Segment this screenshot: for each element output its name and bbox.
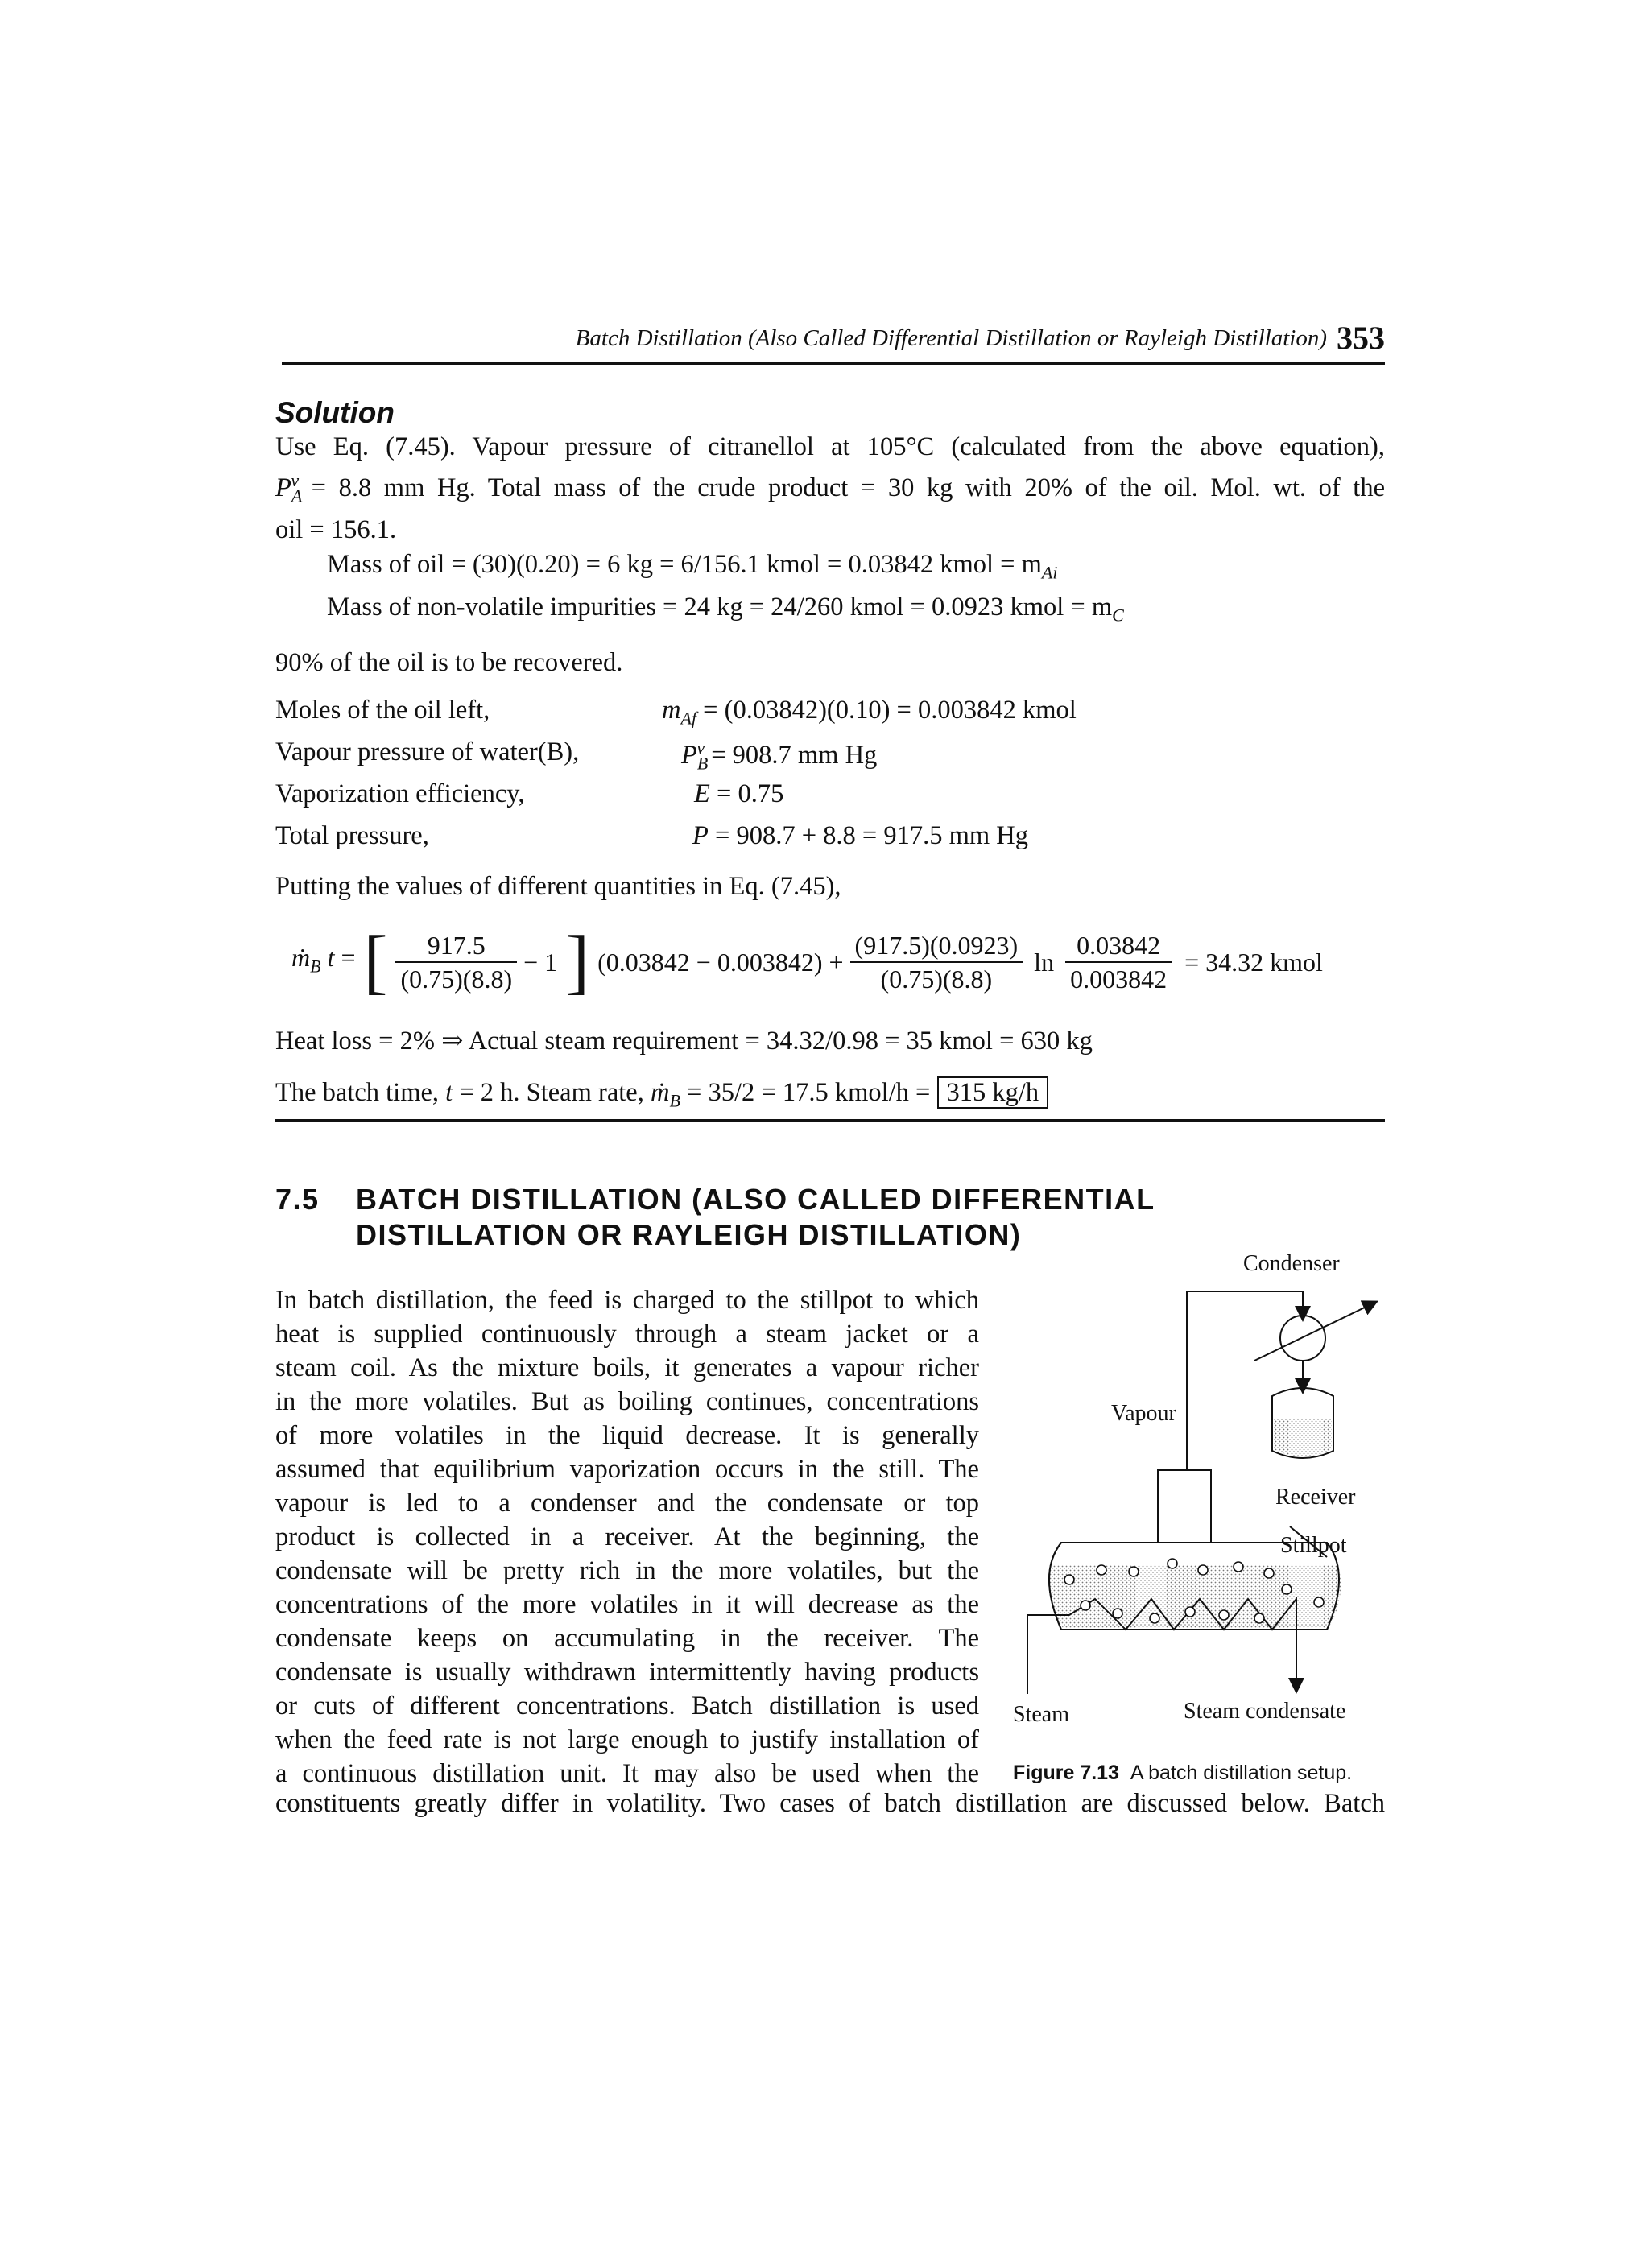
body-line: condensate will be pretty rich in the more volatiles, but the — [275, 1556, 979, 1585]
section-number: 7.5 — [275, 1183, 320, 1216]
body-line: in the more volatiles. But as boiling continues, concentrations — [275, 1387, 979, 1416]
ln: ln — [1034, 948, 1055, 977]
row-label: Moles of the oil left, — [275, 696, 490, 725]
mass-impurities-sub: C — [1112, 605, 1124, 626]
equation-block — [291, 922, 1323, 1002]
row-value: E = 0.75 — [694, 779, 784, 808]
row-label: Vaporization efficiency, — [275, 779, 525, 808]
solution-line-3: oil = 156.1. — [275, 515, 397, 545]
label-stillpot: Stillpot — [1280, 1533, 1347, 1558]
table-row-moles-left — [275, 696, 1077, 729]
table-row-efficiency — [275, 779, 784, 809]
body-line: heat is supplied continuously through a steam jacket or a — [275, 1320, 979, 1349]
row-label: Total pressure, — [275, 821, 429, 850]
fraction-2: $\frac{(917.5)(0.0923)}{(0.75)(8.8)}$ — [850, 929, 1023, 995]
body-line: of more volatiles in the liquid decrease. It is generally — [275, 1421, 979, 1450]
mass-impurities-text: Mass of non-volatile impurities = 24 kg = 24/260 kmol = 0.0923 kmol = m — [327, 593, 1113, 622]
heat-loss-line: Heat loss = 2% ⇒ Actual steam requirement = 34.32/0.98 = 35 kmol = 630 kg — [275, 1027, 1093, 1056]
equation-lhs: ṁ$_B$ t = — [291, 943, 356, 977]
fraction-1: $\frac{917.5}{(0.75)(8.8)}$ — [395, 929, 517, 995]
label-vapour: Vapour — [1111, 1401, 1176, 1426]
table-row-vapour-pressure — [275, 737, 878, 774]
body-line: a continuous distillation unit. It may also be used when the — [275, 1759, 979, 1788]
row-value: P = 908.7 + 8.8 = 917.5 mm Hg — [692, 821, 1029, 850]
section-title-line-1: BATCH DISTILLATION (ALSO CALLED DIFFERENTIAL — [356, 1183, 1155, 1216]
solution-end-rule — [275, 1119, 1385, 1122]
batch-distillation-figure — [1013, 1251, 1383, 1762]
mass-of-oil-line — [327, 547, 1057, 590]
equation-middle: (0.03842 − 0.003842) + — [597, 948, 844, 977]
body-line: or cuts of different concentrations. Batch distillation is used — [275, 1692, 979, 1721]
batch-time-line: The batch time, t = 2 h. Steam rate, ṁ$_B$ = 35/2 = 17.5 kmol/h = 315 kg/h — [275, 1076, 1048, 1118]
body-line: In batch distillation, the feed is charged to the stillpot to which — [275, 1286, 979, 1315]
left-bracket: [ — [363, 922, 388, 1002]
body-line: concentrations of the more volatiles in it will decrease as the — [275, 1590, 979, 1619]
body-line: assumed that equilibrium vaporization occurs in the still. The — [275, 1455, 979, 1484]
right-bracket: ] — [565, 922, 590, 1002]
boxed-answer: 315 kg/h — [937, 1076, 1049, 1109]
label-receiver: Receiver — [1275, 1485, 1356, 1510]
row-value: $P_B^v = 908.7$ mm Hg — [681, 737, 878, 774]
body-line: condensate is usually withdrawn intermittently having products — [275, 1658, 979, 1687]
solution-line-1: Use Eq. (7.45). Vapour pressure of citranellol at 105°C (calculated from the above equation), — [275, 432, 1385, 461]
section-body — [275, 1283, 979, 1791]
label-condenser: Condenser — [1243, 1251, 1340, 1276]
body-line: product is collected in a receiver. At the beginning, the — [275, 1522, 979, 1551]
solution-heading: Solution — [275, 396, 395, 429]
solution-line-2-text: = 8.8 mm Hg. Total mass of the crude product = 30 kg with 20% of the oil. Mol. wt. of the — [311, 473, 1385, 502]
recovered-line: 90% of the oil is to be recovered. — [275, 648, 623, 677]
putting-values-line: Putting the values of different quantities in Eq. (7.45), — [275, 872, 841, 901]
table-row-total-pressure — [275, 821, 1029, 851]
body-line: steam coil. As the mixture boils, it generates a vapour richer — [275, 1353, 979, 1382]
equation-result: = 34.32 kmol — [1184, 948, 1323, 977]
body-line: vapour is led to a condenser and the condensate or top — [275, 1489, 979, 1518]
minus-one: − 1 — [523, 948, 558, 977]
solution-line-2: $P_A^v = 8.8$ mm Hg. Total mass of the crude product = 30 kg with 20% of the oil. Mol. wt. of the — [275, 470, 1385, 506]
running-title: Batch Distillation (Also Called Differential Distillation or Rayleigh Distillation) — [575, 325, 1327, 351]
running-header — [282, 320, 1385, 365]
row-label: Vapour pressure of water(B), — [275, 737, 580, 766]
mass-of-oil-text: Mass of oil = (30)(0.20) = 6 kg = 6/156.1 kmol = 0.03842 kmol = m — [327, 550, 1042, 579]
mass-impurities-line — [327, 590, 1124, 633]
figure-caption-number: Figure 7.13 — [1013, 1762, 1119, 1784]
figure-caption-text: A batch distillation setup. — [1130, 1762, 1353, 1784]
body-line: when the feed rate is not large enough to justify installation of — [275, 1725, 979, 1754]
mass-of-oil-sub: Ai — [1041, 562, 1058, 583]
solution-paragraph — [275, 430, 1385, 547]
fraction-3: $\frac{0.03842}{0.003842}$ — [1065, 929, 1172, 995]
label-steam-condensate: Steam condensate — [1184, 1699, 1346, 1724]
body-line: condensate keeps on accumulating in the receiver. The — [275, 1624, 979, 1653]
page-number: 353 — [1337, 320, 1385, 356]
section-title-line-2: DISTILLATION OR RAYLEIGH DISTILLATION) — [356, 1218, 1022, 1251]
row-value: $m_{Af} = (0.03842)(0.10) = 0.003842$ kmol — [662, 696, 1077, 729]
body-last-line: constituents greatly differ in volatility. Two cases of batch distillation are discussed below. Batch — [275, 1789, 1385, 1818]
figure-caption — [1013, 1762, 1352, 1785]
label-steam: Steam — [1013, 1702, 1069, 1727]
